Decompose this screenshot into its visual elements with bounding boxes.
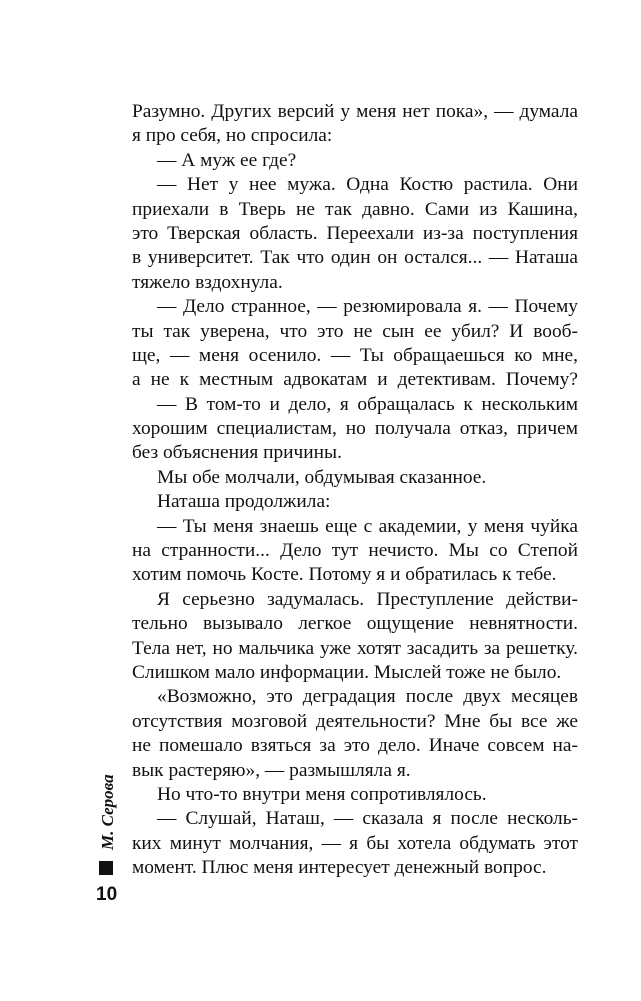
text-line: ких минут молчания, — я бы хотела обдумать этот [132,832,578,854]
text-line: отсутствия мозговой деятельности? Мне бы все же [132,710,578,732]
text-line: хотим помочь Косте. Потому я и обратилась к тебе. [132,564,557,586]
text-line: без объяснения причины. [132,442,342,464]
text-line: Наташа продолжила: [157,491,331,513]
text-line: я про себя, но спросила: [132,125,333,147]
text-line: — Ты меня знаешь еще с академии, у меня чуйка [157,515,578,537]
text-line: вык растеряю», — размышляла я. [132,759,411,781]
text-line: тяжело вздохнула. [132,271,283,293]
body-text [132,100,578,881]
text-line: — Дело странное, — резюмировала я. — Почему [157,296,578,318]
text-line: ще, — меня осенило. — Ты обращаешься ко мне, [132,344,578,366]
text-line: в университет. Так что один он остался... — Наташа [132,247,578,269]
text-line: Но что-то внутри меня сопротивлялось. [157,783,487,805]
text-line: не помешало взяться за это дело. Иначе совсем на- [132,735,578,757]
running-head-author: М. Серова [98,774,117,850]
text-line: Разумно. Других версий у меня нет пока», — думала [132,101,578,122]
text-line: на странности... Дело тут нечисто. Мы со Степой [132,540,578,562]
text-line: ты так уверена, что это не сын ее убил? И вооб- [132,320,578,342]
text-line: — Нет у нее мужа. Одна Костю растила. Они [157,174,578,196]
text-line: — В том-то и дело, я обращалась к нескольким [157,393,578,415]
text-line: — А муж ее где? [157,149,297,171]
text-line: момент. Плюс меня интересует денежный вопрос. [132,857,547,879]
text-line: Мы обе молчали, обдумывая сказанное. [157,466,487,488]
text-line: Я серьезно задумалась. Преступление действи- [157,588,578,610]
running-head-square-icon [99,861,113,875]
text-line: «Возможно, это деградация после двух месяцев [157,686,578,708]
text-line: а не к местным адвокатам и детективам. Почему? [132,369,578,391]
text-line: хорошим специалистам, но получала отказ, причем [132,418,578,440]
text-line: тельно вызывало легкое ощущение невнятности. [132,613,578,635]
text-line: — Слушай, Наташ, — сказала я после несколь- [157,808,578,830]
page-number: 10 [96,884,118,905]
text-line: Тела нет, но мальчика уже хотят засадить за решетку. [132,637,578,659]
text-line: приехали в Тверь не так давно. Сами из Кашина, [132,198,578,220]
text-line: Слишком мало информации. Мыслей тоже не было. [132,661,562,683]
text-line: это Тверская область. Переехали из-за поступления [132,222,578,244]
